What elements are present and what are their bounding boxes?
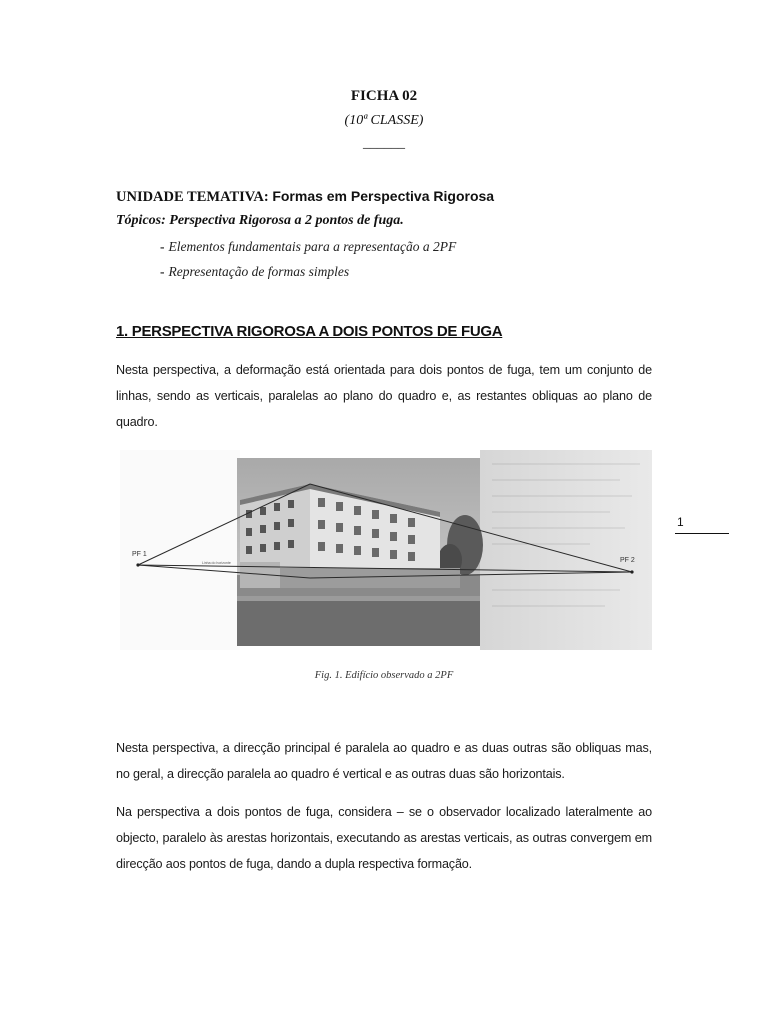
topic-dash: - <box>160 239 165 254</box>
topic-item-text: Elementos fundamentais para a representação a 2PF <box>168 239 457 254</box>
page-title: FICHA 02 <box>350 88 418 104</box>
topics-heading: Tópicos: Perspectiva Rigorosa a 2 pontos de fuga. <box>116 213 404 228</box>
title-rule: ______ <box>363 136 405 151</box>
topic-item <box>160 239 456 255</box>
vanishing-point-1 <box>136 563 139 566</box>
building-photo <box>237 458 483 646</box>
section-heading: 1. PERSPECTIVA RIGOROSA A DOIS PONTOS DE FUGA <box>116 323 503 340</box>
page-number <box>675 515 729 534</box>
paragraph: Nesta perspectiva, a deformação está orientada para dois pontos de fuga, tem um conjunto de linhas, sendo as verticais, paralelas ao plano do quadro e, as restantes obliquas ao plano de quadro. <box>116 363 652 429</box>
pf2-label: PF 2 <box>620 557 635 564</box>
pf1-label: PF 1 <box>132 551 147 558</box>
unit-label: UNIDADE TEMATIVA: <box>116 189 269 205</box>
topic-item <box>160 264 349 280</box>
page-number-rule <box>675 533 729 534</box>
vanishing-point-2 <box>630 570 633 573</box>
unit-value: Formas em Perspectiva Rigorosa <box>272 188 495 204</box>
building-figure <box>120 450 652 650</box>
horizon-label: Linha do horizonte <box>202 561 231 565</box>
figure-caption: Fig. 1. Edifício observado a 2PF <box>314 670 454 681</box>
unit-heading <box>116 188 494 206</box>
page-number-text: 1 <box>677 515 684 529</box>
paragraph: Na perspectiva a dois pontos de fuga, considera – se o observador localizado lateralmente ao objecto, paralelo às arestas horizontais, executando as arestas verticais, as outras convergem em direcção aos pontos de fuga, dando a dupla respectiva formação. <box>116 805 652 871</box>
topic-item-text: Representação de formas simples <box>168 264 350 279</box>
class-subtitle: (10ª CLASSE) <box>344 113 424 128</box>
topic-dash: - <box>160 264 165 279</box>
paragraph: Nesta perspectiva, a direcção principal é paralela ao quadro e as duas outras são obliquas mas, no geral, a direcção paralela ao quadro é vertical e as outras duas são horizontais. <box>116 741 652 781</box>
